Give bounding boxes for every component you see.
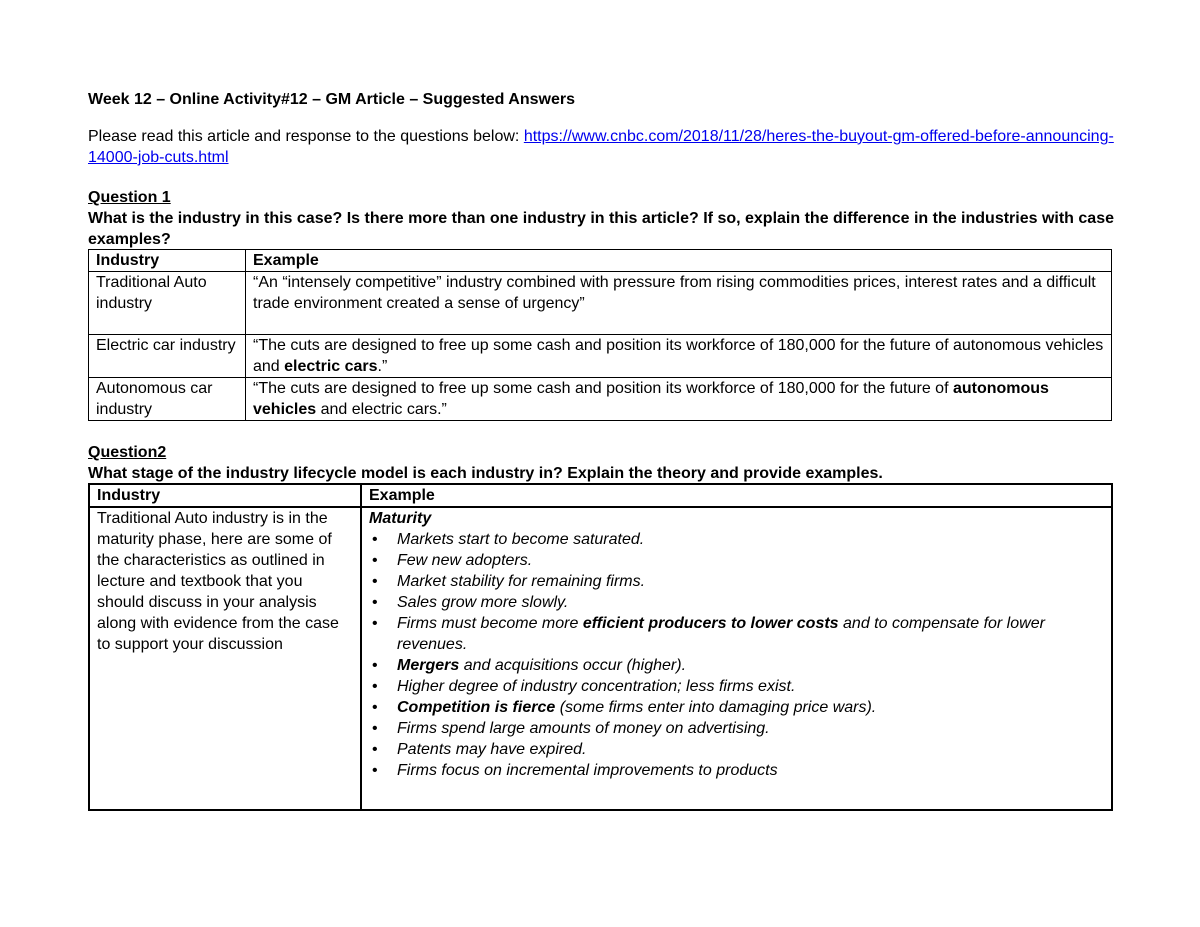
question-2-heading: Question2 bbox=[88, 444, 167, 461]
industry-cell: Traditional Auto industry is in the maturity phase, here are some of the characteristics as outlined in lecture and textbook that you should discuss in your analysis along with evidence from the case to support your discussion bbox=[89, 507, 361, 810]
column-header-industry: Industry bbox=[89, 484, 361, 507]
list-item: • Firms spend large amounts of money on advertising. bbox=[369, 718, 1105, 739]
question-1-text: What is the industry in this case? Is there more than one industry in this article? If so, explain the difference in the industries with case examples? bbox=[88, 210, 1114, 248]
table-header-row bbox=[89, 484, 1112, 507]
example-cell bbox=[246, 378, 1112, 421]
table-row bbox=[89, 507, 1112, 810]
example-text: commodities bbox=[758, 274, 849, 291]
intro-text: Please read this article and response to the questions below: bbox=[88, 128, 524, 145]
list-item: • Few new adopters. bbox=[369, 550, 1105, 571]
list-bold-text: efficient producers to lower costs bbox=[582, 615, 839, 632]
list-text: and acquisitions occur (higher). bbox=[459, 657, 687, 674]
table-header-row bbox=[89, 250, 1112, 272]
list-item: • Markets start to become saturated. bbox=[369, 529, 1105, 550]
question-2-table bbox=[88, 483, 1113, 811]
example-text: .” bbox=[377, 358, 388, 375]
question-2-text: What stage of the industry lifecycle model is each industry in? Explain the theory and provide examples. bbox=[88, 465, 883, 482]
example-bold-text: autonomous vehicles bbox=[253, 380, 1049, 418]
list-item bbox=[369, 697, 1105, 718]
table-row bbox=[89, 378, 1112, 421]
list-text: and to compensate for lower revenues. bbox=[397, 615, 1045, 653]
list-item: • Higher degree of industry concentration; less firms exist. bbox=[369, 676, 1105, 697]
list-text: Firms must become more bbox=[397, 615, 583, 632]
industry-cell: Electric car industry bbox=[89, 335, 246, 378]
list-item bbox=[369, 655, 1105, 676]
column-header-industry: Industry bbox=[89, 250, 246, 272]
example-cell bbox=[361, 507, 1112, 810]
characteristics-list bbox=[369, 529, 1105, 781]
example-text: prices, interest rates and a difficult trade environment created a sense of urgency” bbox=[253, 274, 1096, 312]
column-header-example: Example bbox=[361, 484, 1112, 507]
industry-cell: Autonomous car industry bbox=[89, 378, 246, 421]
article-link[interactable]: https://www.cnbc.com/2018/11/28/heres-the-buyout-gm-offered-before-announcing-14000-job-cuts.html bbox=[88, 128, 1114, 166]
list-bold-text: Competition is fierce bbox=[397, 699, 556, 716]
stage-label: Maturity bbox=[369, 510, 432, 527]
list-item bbox=[369, 613, 1105, 655]
list-item: • Firms focus on incremental improvements to products bbox=[369, 760, 1105, 781]
list-bold-text: Mergers bbox=[397, 657, 460, 674]
question-1-table bbox=[88, 249, 1112, 421]
example-text: “An “intensely competitive” industry combined with pressure from rising bbox=[253, 274, 759, 291]
example-cell bbox=[246, 272, 1112, 335]
example-cell bbox=[246, 335, 1112, 378]
question-1-heading: Question 1 bbox=[88, 189, 171, 206]
question-1-block bbox=[88, 187, 1118, 250]
column-header-example: Example bbox=[246, 250, 1112, 272]
table-row bbox=[89, 272, 1112, 335]
example-text: “The cuts are designed to free up some cash and position its workforce of 180,000 for the future of bbox=[253, 380, 953, 397]
page-title: Week 12 – Online Activity#12 – GM Article – Suggested Answers bbox=[88, 91, 575, 108]
industry-cell: Traditional Auto industry bbox=[89, 272, 246, 335]
list-item: • Market stability for remaining firms. bbox=[369, 571, 1105, 592]
list-item: • Sales grow more slowly. bbox=[369, 592, 1105, 613]
example-bold-text: electric cars bbox=[284, 358, 378, 375]
list-item: • Patents may have expired. bbox=[369, 739, 1105, 760]
list-text: (some firms enter into damaging price wars). bbox=[555, 699, 877, 716]
question-2-block bbox=[88, 442, 1118, 484]
example-text: and electric cars.” bbox=[316, 401, 447, 418]
table-row bbox=[89, 335, 1112, 378]
example-text: “The cuts are designed to free up some cash and position its workforce of 180,000 for the future of autonomous vehicles and bbox=[253, 337, 1104, 375]
intro-paragraph bbox=[88, 126, 1118, 168]
